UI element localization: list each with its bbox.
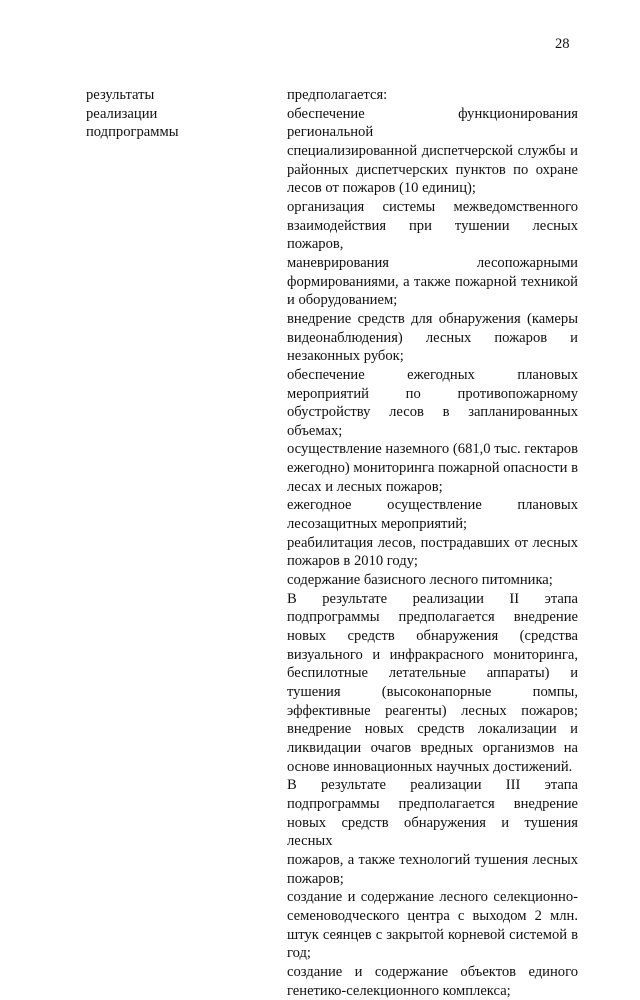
text-line: подпрограммы предполагается внедрение <box>287 795 578 814</box>
left-cell-line: подпрограммы <box>86 123 236 142</box>
text-line: объемах; <box>287 422 578 441</box>
paragraph <box>287 366 578 441</box>
text-line: лесов от пожаров (10 единиц); <box>287 179 578 198</box>
text-line: штук сеянцев с закрытой корневой системой в <box>287 926 578 945</box>
text-line: В результате реализации II этапа <box>287 590 578 609</box>
text-line: районных диспетчерских пунктов по охране <box>287 161 578 180</box>
text-line: пожаров, а также технологий тушения лесных <box>287 851 578 870</box>
paragraph <box>287 105 578 198</box>
text-line: формированиями, а также пожарной техникой <box>287 273 578 292</box>
text-line: осуществление наземного (681,0 тыс. гектаров <box>287 440 578 459</box>
text-line: ежегодное осуществление плановых <box>287 496 578 515</box>
text-line: год; <box>287 944 578 963</box>
text-line: визуального и инфракрасного мониторинга, <box>287 646 578 665</box>
text-line: взаимодействия при тушении лесных пожаров, <box>287 217 578 254</box>
text-line: семеноводческого центра с выходом 2 млн. <box>287 907 578 926</box>
text-line: внедрение средств для обнаружения (камеры <box>287 310 578 329</box>
text-line: создание и содержание лесного селекционно- <box>287 888 578 907</box>
paragraph <box>287 888 578 963</box>
text-line: обустройству лесов в запланированных <box>287 403 578 422</box>
text-line: пожаров в 2010 году; <box>287 552 578 571</box>
text-line: беспилотные летательные аппараты) и <box>287 664 578 683</box>
text-line: создание и содержание объектов единого <box>287 963 578 982</box>
paragraph <box>287 440 578 496</box>
text-line: организация системы межведомственного <box>287 198 578 217</box>
paragraph <box>287 86 578 105</box>
paragraph <box>287 590 578 777</box>
text-line: лесозащитных мероприятий; <box>287 515 578 534</box>
text-line: генетико-селекционного комплекса; <box>287 982 578 1000</box>
text-line: видеонаблюдения) лесных пожаров и <box>287 329 578 348</box>
text-line: мероприятий по противопожарному <box>287 385 578 404</box>
text-line: основе инновационных научных достижений. <box>287 758 578 777</box>
text-line: новых средств обнаружения и тушения лесных <box>287 814 578 851</box>
page-number: 28 <box>555 36 570 53</box>
left-cell-line: реализации <box>86 105 236 124</box>
text-line: подпрограммы предполагается внедрение <box>287 608 578 627</box>
left-cell-line: результаты <box>86 86 236 105</box>
text-line: содержание базисного лесного питомника; <box>287 571 578 590</box>
text-line: внедрение новых средств локализации и <box>287 720 578 739</box>
text-line: обеспечение ежегодных плановых <box>287 366 578 385</box>
paragraph <box>287 198 578 310</box>
text-line: предполагается: <box>287 86 578 105</box>
table-right-cell <box>287 86 578 1000</box>
text-line: новых средств обнаружения (средства <box>287 627 578 646</box>
paragraph <box>287 963 578 1000</box>
paragraph <box>287 534 578 571</box>
text-line: пожаров; <box>287 870 578 889</box>
text-line: незаконных рубок; <box>287 347 578 366</box>
paragraph <box>287 776 578 888</box>
text-line: В результате реализации III этапа <box>287 776 578 795</box>
text-line: ежегодно) мониторинга пожарной опасности в <box>287 459 578 478</box>
text-line: обеспечение функционирования региональной <box>287 105 578 142</box>
text-line: ликвидации очагов вредных организмов на <box>287 739 578 758</box>
text-line: реабилитация лесов, пострадавших от лесных <box>287 534 578 553</box>
text-line: тушения (высоконапорные помпы, <box>287 683 578 702</box>
table-left-cell <box>86 86 236 142</box>
paragraph <box>287 310 578 366</box>
text-line: лесах и лесных пожаров; <box>287 478 578 497</box>
paragraph <box>287 571 578 590</box>
text-line: маневрирования лесопожарными <box>287 254 578 273</box>
text-line: специализированной диспетчерской службы и <box>287 142 578 161</box>
paragraph <box>287 496 578 533</box>
text-line: эффективные реагенты) лесных пожаров; <box>287 702 578 721</box>
text-line: и оборудованием; <box>287 291 578 310</box>
